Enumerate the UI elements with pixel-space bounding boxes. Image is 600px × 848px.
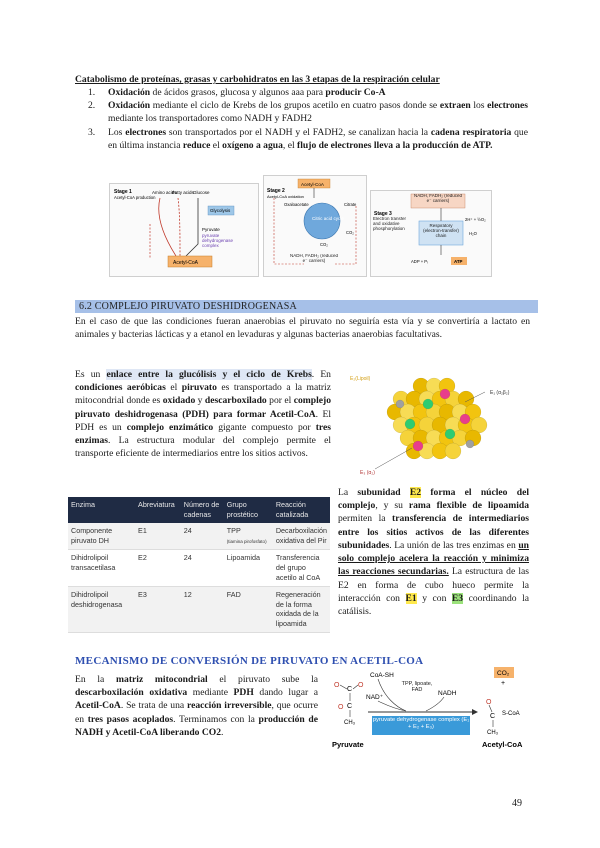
- stage3-diagram: NADH, FADH₂ (reduced e⁻ carriers) Stage 3 Electron transfer and oxidative phosphorylation Respiratory (electron-transfer) chain 2H⁺ + ½O₂ H₂O ADP + Pᵢ ATP: [373, 194, 486, 264]
- svg-text:+: +: [501, 680, 506, 687]
- figure-stage1: [109, 183, 259, 277]
- svg-text:Amino acids: Amino acids: [152, 190, 177, 195]
- svg-text:ATP: ATP: [454, 259, 463, 264]
- acetylcoa-product: Acetyl-CoA: [173, 260, 199, 266]
- svg-text:Citrate: Citrate: [344, 202, 357, 207]
- svg-text:S-CoA: S-CoA: [502, 711, 520, 717]
- glycolysis-label: Glycolysis: [210, 208, 231, 213]
- table-row: Dihidrolipoil transacetilasa E2 24 Lipoamida Transferencia del grupo acetilo al CoA: [68, 549, 330, 586]
- svg-text:C: C: [347, 686, 353, 693]
- list-item: 3. Los electrones son transportados por el NADH y el FADH2, se canalizan hacia la cadena respiratoria que en última instancia reduce el oxígeno a agua, el flujo de electrones lleva a la producción de ATP.: [88, 126, 528, 151]
- svg-text:C: C: [490, 713, 496, 720]
- svg-text:Oxaloacetate: Oxaloacetate: [284, 202, 309, 207]
- svg-text:O: O: [486, 699, 492, 706]
- pyruvate-label: Pyruvate: [202, 227, 220, 232]
- paragraph-pdh: Es un enlace entre la glucólisis y el ciclo de Krebs. En condiciones aeróbicas el piruvato es transportado a la matriz mitocondrial donde es oxidado y descarboxilado por el complejo piruvato deshidrogenasa (PDH) para formar Acetil-CoA. El PDH es un complejo enzimático gigante compuesto por tres enzimas. La estructura modular del complejo permite el transporte eficiente de intermediarios entre los sitios activos.: [75, 369, 332, 460]
- svg-text:CH₃: CH₃: [344, 720, 356, 726]
- svg-text:Acetyl-CoA: Acetyl-CoA: [301, 182, 324, 187]
- enzyme-table: [68, 497, 330, 633]
- table-row: Componente piruvato DH E1 24 TPP (tiamina pirofosfato) Decarboxilación oxidativa del Pir: [68, 523, 330, 549]
- paragraph-anaerobic: En el caso de que las condiciones fueran anaerobias el piruvato no seguiría esta vía y se convertiría a lactato en animales y bacterias lácticas y a etanol en levaduras y algunas bacterias anaerobias facultativas.: [75, 316, 530, 341]
- svg-text:H₂O: H₂O: [469, 231, 477, 236]
- stage2-diagram: Acetyl-CoA Stage 2 Acetyl-CoA oxidation Citric acid cycle Oxaloacetate Citrate CO₂ CO₂ NADH, FADH₂ (reduced e⁻ carriers): [264, 176, 366, 276]
- paragraph-e2: La subunidad E2 forma el núcleo del complejo, y su rama flexible de lipoamida permiten la transferencia de intermediarios entre los sitios activos de las diferentes subunidades. La unión de las tres enzimas en un solo complejo acelera la reacción y minimiza las reacciones secundarias. La estructura de las E2 en forma de cubo hueco permite la interacción con E1 y con E3 coordinando la catálisis.: [338, 487, 530, 618]
- e3-label: E₃ (α₂): [360, 470, 375, 476]
- pdh-complex-illustration: [340, 364, 530, 484]
- page-number: 49: [512, 798, 522, 809]
- pdh-reaction-scheme: [326, 667, 536, 762]
- svg-text:Citric acid cycle: Citric acid cycle: [312, 216, 344, 221]
- table-header-row: Enzima Abreviatura Número de cadenas Grupo prostético Reacción catalizada: [68, 497, 330, 523]
- svg-text:NADH: NADH: [438, 690, 457, 697]
- svg-text:CO₂: CO₂: [320, 242, 328, 247]
- reaction-svg: O C O C O CH₃ Pyruvate CoA-SH NAD⁺ TPP, lipoate, FAD NADH pyruvate dehydrogenase complex (E₁ + E₂ + E₃) CO₂ + O C S-CoA CH₃ Acetyl-CoA: [326, 667, 536, 762]
- svg-text:Acetyl-CoA oxidation: Acetyl-CoA oxidation: [267, 194, 304, 199]
- intro-title-block: [75, 73, 530, 86]
- svg-text:O: O: [334, 682, 340, 689]
- svg-text:CH₃: CH₃: [487, 730, 499, 736]
- svg-text:Glucose: Glucose: [193, 190, 210, 195]
- enzyme-box: pyruvate dehydrogenase complex (E₁ + E₂ + E₃): [372, 717, 470, 730]
- svg-text:NAD⁺: NAD⁺: [366, 694, 384, 701]
- mechanism-heading: MECANISMO DE CONVERSIÓN DE PIRUVATO EN ACETIL-COA: [75, 655, 424, 667]
- figure-stage3: [370, 190, 492, 277]
- intro-list: [88, 86, 528, 152]
- pdh-molecule: [340, 364, 530, 484]
- svg-text:2H⁺ + ½O₂: 2H⁺ + ½O₂: [465, 217, 486, 222]
- table-row: Dihidrolipoil deshidrogenasa E3 12 FAD Regeneración de la forma oxidada de la lipoamida: [68, 586, 330, 633]
- stage1-desc: Acetyl-CoA production: [114, 195, 156, 200]
- intro-title: Catabolismo de proteínas, grasas y carbohidratos en las 3 etapas de la respiración celular: [75, 74, 440, 85]
- svg-text:O: O: [338, 704, 344, 711]
- paragraph-mechanism: En la matriz mitocondrial el piruvato sube la descarboxilación oxidativa mediante PDH dando lugar a Acetil-CoA. Se trata de una reacción irreversible, que ocurre en tres pasos acoplados. Terminamos con la producción de NADH y Acetil-CoA liberando CO2.: [75, 674, 318, 738]
- pyruvate-name: Pyruvate: [332, 740, 364, 749]
- svg-text:Stage 2: Stage 2: [267, 188, 285, 194]
- svg-text:C: C: [347, 703, 353, 710]
- figure-stage2: [263, 175, 367, 277]
- stage1-label: Stage 1: [114, 189, 132, 195]
- svg-text:CO₂: CO₂: [497, 670, 510, 677]
- acetylcoa-name: Acetyl-CoA: [482, 740, 523, 749]
- lipoyl-label: E₂(Lipoil): [350, 376, 371, 382]
- svg-text:O: O: [358, 682, 364, 689]
- list-item: 1. Oxidación de ácidos grasos, glucosa y algunos aaa para producir Co-A: [88, 87, 386, 98]
- svg-text:ADP + Pᵢ: ADP + Pᵢ: [411, 259, 428, 264]
- svg-text:Stage 3: Stage 3: [374, 211, 392, 217]
- svg-text:Fatty acids: Fatty acids: [172, 190, 194, 195]
- stage1-diagram: Stage 1 Acetyl-CoA production Amino acids Fatty acids Glucose Glycolysis Pyruvate pyruvate dehydrogenase complex Acetyl-CoA: [114, 189, 234, 266]
- svg-text:CoA-SH: CoA-SH: [370, 672, 394, 679]
- svg-text:CO₂: CO₂: [346, 230, 354, 235]
- e1-label: E₁ (α₂β₂): [490, 390, 510, 396]
- section-heading: 6.2 COMPLEJO PIRUVATO DESHIDROGENASA: [75, 300, 538, 313]
- list-item: 2. Oxidación mediante el ciclo de Krebs de los grupos acetilo en cuatro pasos donde se extraen los electrones mediante los transportadores como NADH y FADH2: [88, 100, 528, 125]
